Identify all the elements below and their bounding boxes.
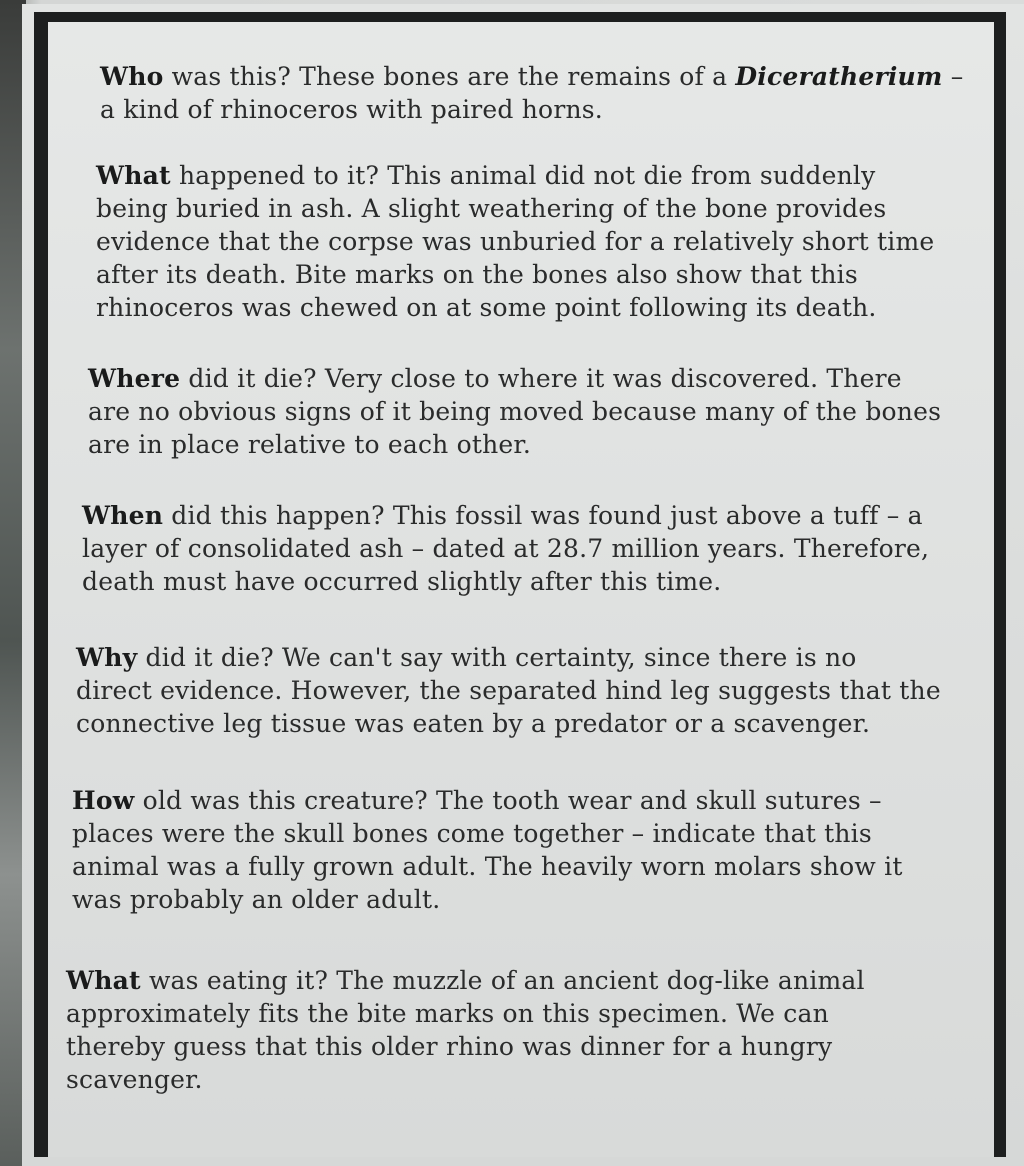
text-line: rhinoceros was chewed on at some point following its death.	[96, 293, 877, 322]
text-line: are no obvious signs of it being moved because many of the bones	[88, 397, 942, 426]
text-line: approximately fits the bite marks on this specimen. We can	[66, 999, 829, 1028]
question-lead: Who	[100, 62, 164, 91]
text-line: are in place relative to each other.	[88, 430, 531, 459]
text-line: animal was a fully grown adult. The heavily worn molars show it	[72, 852, 903, 881]
text-line: thereby guess that this older rhino was dinner for a hungry	[66, 1032, 833, 1061]
text-line: after its death. Bite marks on the bones also show that this	[96, 260, 858, 289]
text-line: evidence that the corpse was unburied for a relatively short time	[96, 227, 935, 256]
text-line: was probably an older adult.	[72, 885, 441, 914]
text-line	[88, 362, 941, 395]
text-line	[76, 641, 941, 674]
text-line: connective leg tissue was eaten by a predator or a scavenger.	[76, 709, 871, 738]
paragraph-who	[100, 60, 963, 126]
paragraph-why	[76, 641, 941, 740]
line-text: did it die? We can't say with certainty, since there is no	[137, 643, 857, 672]
line-text: –	[942, 62, 964, 91]
paragraph-what-happened	[96, 159, 934, 324]
paragraph-where	[88, 362, 941, 461]
paragraph-how	[72, 784, 903, 916]
text-line	[100, 60, 963, 93]
question-lead: How	[72, 786, 135, 815]
question-lead: When	[82, 501, 164, 530]
line-text: happened to it? This animal did not die from suddenly	[170, 161, 876, 190]
text-line: death must have occurred slightly after this time.	[82, 567, 722, 596]
question-lead: Where	[88, 364, 181, 393]
text-line: direct evidence. However, the separated hind leg suggests that the	[76, 676, 941, 705]
text-line	[72, 784, 903, 817]
text-line: being buried in ash. A slight weathering of the bone provides	[96, 194, 887, 223]
line-text: did this happen? This fossil was found just above a tuff – a	[163, 501, 923, 530]
text-line	[82, 499, 929, 532]
text-line: places were the skull bones come together – indicate that this	[72, 819, 872, 848]
line-text: did it die? Very close to where it was discovered. There	[180, 364, 902, 393]
text-line	[66, 964, 865, 997]
taxon-name: Diceratherium	[735, 62, 943, 91]
text-line: layer of consolidated ash – dated at 28.7 million years. Therefore,	[82, 534, 930, 563]
text-line: scavenger.	[66, 1065, 203, 1094]
text-line: a kind of rhinoceros with paired horns.	[100, 95, 603, 124]
line-text: old was this creature? The tooth wear and skull sutures –	[134, 786, 882, 815]
paragraph-what-eating	[66, 964, 865, 1096]
paragraph-when	[82, 499, 929, 598]
text-line	[96, 159, 934, 192]
question-lead: Why	[76, 643, 138, 672]
question-lead: What	[66, 966, 141, 995]
question-lead: What	[96, 161, 171, 190]
line-text: was this? These bones are the remains of a	[163, 62, 736, 91]
line-text: was eating it? The muzzle of an ancient dog-like animal	[140, 966, 865, 995]
